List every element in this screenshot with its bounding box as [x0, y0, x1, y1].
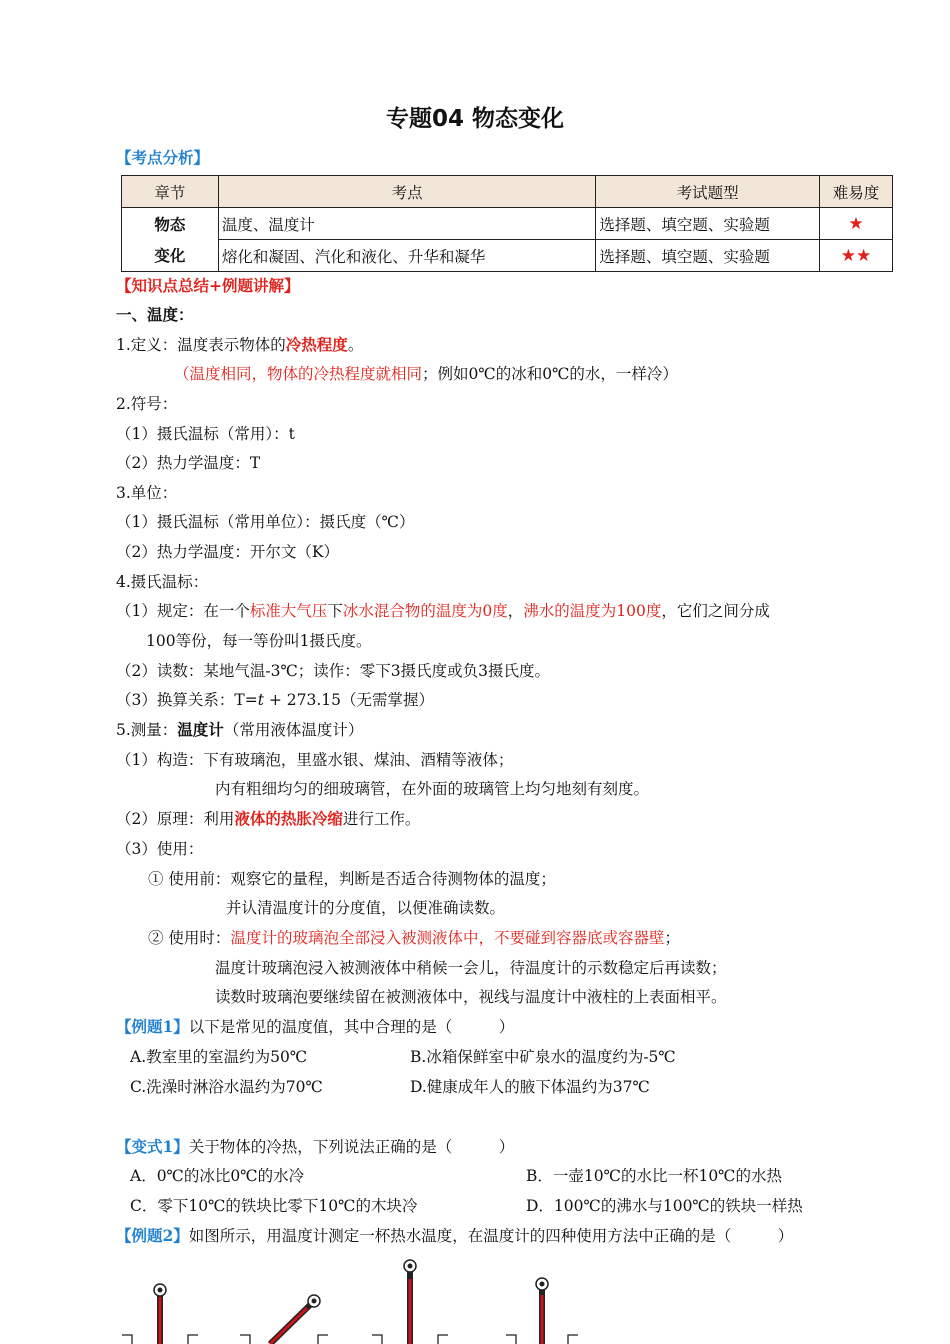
- table-cell-type: 选择题、填空题、实验题: [596, 208, 820, 240]
- definition-note: [174, 364, 678, 384]
- option-a: A．0℃的冰比0℃的水冷: [130, 1167, 305, 1185]
- table-header-cell: 章节: [122, 176, 219, 208]
- text: （3）换算关系：T=: [116, 691, 258, 709]
- highlight: （温度相同，物体的冷热程度就相同: [174, 365, 423, 383]
- table-row: [122, 208, 893, 240]
- table-header-cell: 考点: [218, 176, 595, 208]
- option-d: D.健康成年人的腋下体温约为37℃: [410, 1078, 650, 1096]
- highlight: 标准大气压: [249, 602, 328, 620]
- option-c: C．零下10℃的铁块比零下10℃的木块冷: [130, 1197, 418, 1215]
- example-tag: 【例题1】: [116, 1017, 189, 1036]
- thermometer-figure-b: [240, 1295, 328, 1344]
- table-cell-difficulty: ★★: [820, 240, 893, 272]
- usage-during: [148, 928, 680, 948]
- text: （常用液体温度计）: [223, 721, 364, 739]
- usage-before-cont: 并认清温度计的分度值，以便准确读数。: [226, 899, 506, 917]
- key-term: 液体的热胀冷缩: [234, 809, 343, 828]
- celsius-conversion: [116, 690, 434, 710]
- exam-points-table: [121, 175, 893, 272]
- text: ；例如0℃的冰和0℃的水，一样冷）: [422, 365, 678, 383]
- table-header-row: [122, 176, 893, 208]
- table-row: [122, 240, 893, 272]
- thermometer-figure-c: [372, 1260, 448, 1344]
- symbol-heading: 2.符号：: [116, 395, 178, 413]
- option-c: C.洗澡时淋浴水温约为70℃: [130, 1078, 323, 1096]
- topic-line: 物态: [154, 214, 186, 234]
- option-b: B.冰箱保鲜室中矿泉水的温度约为-5℃: [410, 1048, 676, 1066]
- key-term: 冷热程度: [285, 335, 348, 354]
- usage-during-cont: 温度计玻璃泡浸入被测液体中稍候一会儿，待温度计的示数稳定后再读数；: [215, 959, 727, 977]
- question-text: 以下是常见的温度值，其中合理的是（ ）: [188, 1018, 515, 1036]
- symbol-item: （1）摄氏温标（常用）：t: [116, 425, 295, 443]
- structure-line-cont: 内有粗细均匀的细玻璃管，在外面的玻璃管上均匀地刻有刻度。: [215, 780, 650, 798]
- celsius-heading: 4.摄氏温标：: [116, 573, 209, 591]
- table-header-cell: 考试题型: [596, 176, 820, 208]
- text: （1）规定：在一个: [116, 602, 250, 620]
- italic-t: t: [257, 691, 264, 709]
- text: （2）原理：利用: [116, 810, 235, 828]
- text: 1.定义：温度表示物体的: [116, 336, 286, 354]
- thermometer-figures: [110, 1255, 610, 1344]
- text: ，它们之间分成: [661, 602, 770, 620]
- table-cell-type: 选择题、填空题、实验题: [596, 240, 820, 272]
- text: 5.测量：: [116, 721, 178, 739]
- topic-line: 变化: [154, 245, 186, 265]
- question-text: 如图所示，用温度计测定一杯热水温度，在温度计的四种使用方法中正确的是（ ）: [188, 1227, 794, 1245]
- text: + 273.15（无需掌握）: [263, 691, 435, 709]
- highlight: 冰水混合物的温度为0度: [342, 602, 508, 620]
- thermometer-figure-d: [506, 1278, 578, 1344]
- option-b: B．一壶10℃的水比一杯10℃的水热: [526, 1167, 783, 1185]
- unit-item: （2）热力学温度：开尔文（K）: [116, 543, 339, 561]
- heading-temperature: 一、温度：: [116, 305, 194, 324]
- unit-item: （1）摄氏温标（常用单位）：摄氏度（℃）: [116, 513, 415, 531]
- example-tag: 【例题2】: [116, 1226, 189, 1245]
- symbol-item: （2）热力学温度：T: [116, 454, 261, 472]
- highlight: 沸水的温度为100度: [523, 602, 662, 620]
- text: ，: [507, 602, 524, 620]
- table-cell-difficulty: ★: [820, 208, 893, 240]
- structure-line: （1）构造：下有玻璃泡，里盛水银、煤油、酒精等液体；: [116, 751, 514, 769]
- variant-1-question: [116, 1137, 514, 1157]
- text: 进行工作。: [342, 810, 421, 828]
- text: 下: [327, 602, 343, 620]
- table-header-cell: 难易度: [820, 176, 893, 208]
- principle-line: [116, 809, 420, 829]
- question-text: 关于物体的冷热，下列说法正确的是（ ）: [188, 1138, 515, 1156]
- celsius-reading: （2）读数：某地气温-3℃；读作：零下3摄氏度或负3摄氏度。: [116, 662, 551, 680]
- key-term: 温度计: [177, 720, 224, 739]
- option-a: A.教室里的室温约为50℃: [130, 1048, 308, 1066]
- option-d: D．100℃的沸水与100℃的铁块一样热: [526, 1197, 803, 1215]
- section-summary-heading: 【知识点总结+例题讲解】: [116, 276, 300, 295]
- celsius-rule: [116, 601, 770, 621]
- section-analysis-heading: 【考点分析】: [116, 148, 210, 167]
- text: ；: [664, 929, 680, 947]
- text: ② 使用时：: [148, 929, 231, 947]
- text: 。: [347, 336, 364, 354]
- definition-line: [116, 335, 363, 355]
- usage-during-cont: 读数时玻璃泡要继续留在被测液体中，视线与温度计中液柱的上表面相平。: [215, 988, 727, 1006]
- measure-heading: [116, 720, 363, 740]
- unit-heading: 3.单位：: [116, 484, 178, 502]
- table-cell-point: 熔化和凝固、汽化和液化、升华和凝华: [218, 240, 595, 272]
- example-tag: 【变式1】: [116, 1137, 189, 1156]
- table-cell-point: 温度、温度计: [218, 208, 595, 240]
- usage-before: ① 使用前：观察它的量程，判断是否适合待测物体的温度；: [148, 870, 556, 888]
- example-1-question: [116, 1017, 514, 1037]
- table-topic-cell: [122, 208, 219, 272]
- highlight: 温度计的玻璃泡全部浸入被测液体中，不要碰到容器底或容器壁: [230, 929, 665, 947]
- example-2-question: [116, 1226, 793, 1246]
- thermometer-figure-a: [122, 1284, 198, 1344]
- celsius-rule-cont: 100等份，每一等份叫1摄氏度。: [146, 632, 372, 650]
- page-title: 专题04 物态变化: [385, 106, 564, 132]
- usage-heading: （3）使用：: [116, 840, 204, 858]
